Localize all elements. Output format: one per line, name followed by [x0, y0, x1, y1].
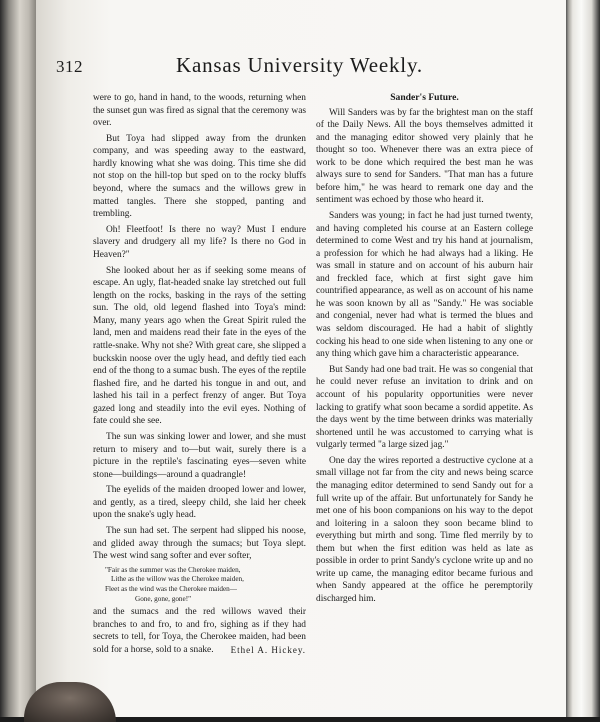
book-spine — [0, 0, 36, 717]
story-paragraph: She looked about her as if seeking some means of escape. An ugly, flat-headed snake lay stretched out full length on the rocks, basking in the rays of the setting sun. The old, old legend flashed into Toya's mind: Many, many years ago when the Great Spirit ruled the land, men and maidens read their fate in the eyes of the rattle-snake. Why not she? With great care, she slipped a buckskin noose over the ugly head, and deftly tied each end of the thong to a sumac bush. The eyes of the reptile flashed fire, and he darted his tongue in and out, and lashed his tail in a perfect frenzy of anger. But Toya gazed long and steadily into the evil eyes. Nothing of fate could she see. — [93, 265, 306, 427]
article-paragraph: But Sandy had one bad trait. He was so congenial that he could never refuse an invitation to drink and on account of his popularity opportunities were never lacking to gratify what soon became a sordid appetite. As the days went by the time between drinks was materially shortened until he was accustomed to carrying what is vulgarly termed "a large sized jag." — [316, 364, 533, 451]
author-signature: Ethel A. Hickey. — [230, 644, 306, 655]
article-paragraph: One day the wires reported a destructive cyclone at a small village not far from the city and news being scarce the managing editor determined to send Sandy out for a full write up of the affair. But unfortunately for Sandy he met one of his boon companions on his way to the depot and loitering in a saloon they soon became blind to everything but mirth and song. Time fled merrily by to them but when the first edition was held as late as possible in order to print Sandy's cyclone write up and no write up came, the managing editor became furious and when Sandy appeared at the office he peremptorily discharged him. — [316, 455, 533, 604]
story-paragraph: The eyelids of the maiden drooped lower and lower, and gently, as a tired, sleepy child, she laid her cheek upon the snake's ugly head. — [93, 485, 306, 521]
poem-line: Gone, gone, gone!" — [135, 594, 192, 603]
story-paragraph: were to go, hand in hand, to the woods, returning when the sunset gun was fired as signal that the ceremony was over. — [93, 93, 306, 129]
article-paragraph: Will Sanders was by far the brightest man on the staff of the Daily News. All the boys themselves admitted it and the managing editor showed very plainly that he thought so too. Whenever there was an extra piece of work to be done which required the best man he was always sure to send for Sanders. "That man has a future before him," he was heard to remark one day and the sentiment was echoed by those who heard it. — [316, 107, 533, 206]
poem-line: "Fair as the summer was the Cherokee maiden, — [105, 565, 241, 574]
journal-title: Kansas University Weekly. — [176, 53, 423, 77]
poem-verse — [93, 566, 306, 604]
right-column — [316, 92, 533, 605]
page-edges — [566, 0, 600, 717]
story-closing: and the sumacs and the red willows waved their branches to and fro, to and fro, sighing as if they had secrets to tell, for Toya, the Cherokee maiden, had been sold for a horse, sold to a snake. — [93, 607, 306, 655]
story-paragraph: But Toya had slipped away from the drunken company, and was speeding away to the eastward, hardly knowing what she was doing. This time she did not stop on the hill-top but sped on to the rocky bluffs beyond, where the sumacs and the willows grew in matted tangles. There she stopped, panting and trembling. — [93, 133, 306, 220]
story-paragraph: Oh! Fleetfoot! Is there no way? Must I endure slavery and drudgery all my life? Is there no God in Heaven?" — [93, 224, 306, 260]
page-number: 312 — [56, 57, 83, 76]
left-column — [93, 92, 306, 656]
poem-line: Lithe as the willow was the Cherokee maiden, — [111, 575, 244, 584]
story-paragraph: The sun had set. The serpent had slipped his noose, and glided away through the sumacs; but Toya slept. The west wind sang softer and ever softer, — [93, 526, 306, 562]
article-paragraph: Sanders was young; in fact he had just turned twenty, and having completed his course at an Eastern college determined to come West and try his hand at journalism, a profession for which he had always had a liking. He was small in stature and on account of his auburn hair and freckled face, which at first sight gave him countrified appearance, as well as on account of his name he was soon known by all as "Sandy." He was sociable and congenial, never had what is termed the blues and was seldom discouraged. He had a habit of slightly cocking his head to one side when listening to any one or any thing which gave him a characteristic appearance. — [316, 211, 533, 360]
page-header — [56, 53, 426, 87]
poem-line: Fleet as the wind was the Cherokee maiden— — [105, 585, 237, 593]
story-paragraph: The sun was sinking lower and lower, and she must return to misery and to—but wait, surely there is a picture in the reptile's fascinating eyes—seven white stone—buildings—around a quadrangle! — [93, 431, 306, 480]
article-title: Sander's Future. — [390, 92, 459, 103]
